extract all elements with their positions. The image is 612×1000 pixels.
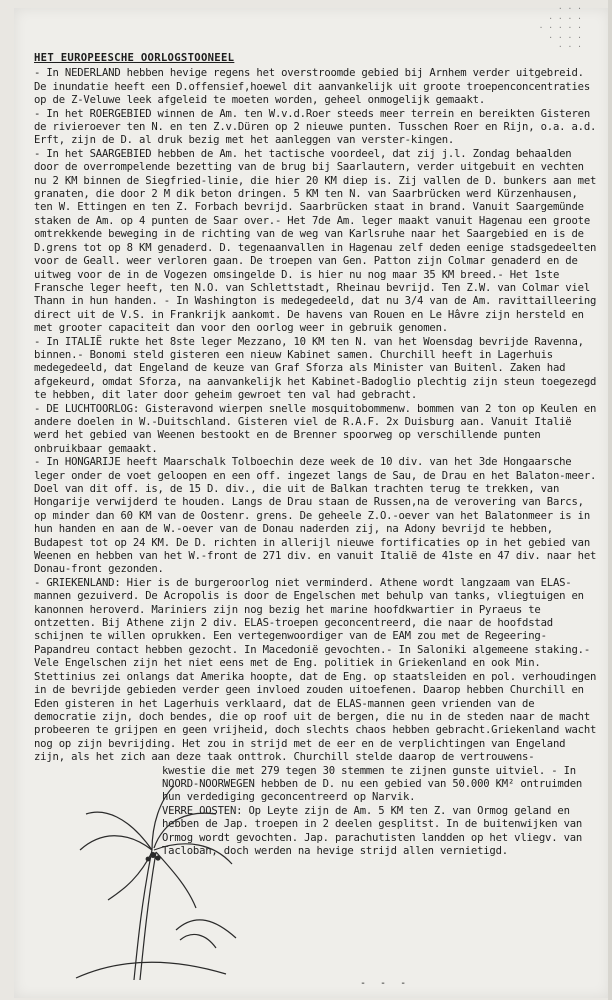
- page-edge: [608, 0, 612, 1000]
- palm-tree-illustration: [56, 780, 246, 990]
- section-heading: HET EUROPEESCHE OORLOGSTOONEEL: [34, 52, 235, 64]
- paragraph-nederland: - In NEDERLAND hebben hevige regens het overstroomde gebied bij Arnhem verder uitgebreid. De inundatie heeft een D.offensief,hoewel dit aanvankelijk uit groote troepenconcentraties op de Z-Veluwe leek afgeleid te moeten worden, geheel onmogelijk gemaakt.: [34, 67, 591, 107]
- paragraph-italie: - In ITALIË rukte het 8ste leger Mezzano, 10 KM ten N. van het Woensdag bevrijde Ravenna, binnen.- Bonomi steld gisteren een nieuw Kabinet samen. Churchill heeft in Lagerhuis medegedeeld, dat Engeland de keuze van Graf Sforza als Minister van Buitenl. Zaken had afgekeurd, omdat Sforza, na aanvankelijk het Kabinet-Badoglio plechtig zijn steun toegezegd te hebben, dit later door geheim gewroet ten val had gebracht.: [34, 335, 597, 402]
- corner-notes: · · · · · · · · · · · · · · · · · · ·: [538, 4, 582, 51]
- paragraph-griekenland: - GRIEKENLAND: Hier is de burgeroorlog niet verminderd. Athene wordt langzaam van ELAS-mannen gezuiverd. De Acropolis is door de Engelschen met behulp van tanks, vliegtuigen en kanonnen heroverd. Mariniers zijn nog bezig het marine hoofdkwartier in Pyraeus te ontzetten. Bij Athene zijn 2 div. ELAS-troepen geconcentreerd, die naar de hoofdstad schijnen te willen oprukken. Een vertegenwoordiger van de EAM zou met de Regeering-Papandreu contact hebben gezocht. In Macedonië gevochten.- In Saloniki algemeene staking.- Vele Engelschen zijn het niet eens met de Eng. politiek in Griekenland en ook Min. Stettinius zei onlangs dat Amerika hoopte, dat de Eng. op staatsleiden en pol. verhoudingen in de bevrijde gebieden verder geen invloed zouden uitoefenen. Daarop hebben Churchill en Eden gisteren in het Lagerhuis verklaard, dat de ELAS-mannen geen vrienden van de democratie zijn, doch bendes, die op roof uit de bergen, die nu in de steden naar de macht probeeren te grijpen en geen vrijheid, doch slechts chaos hebben gebracht.Griekenland wacht nog op zijn bevrijding. Het zou in strijd met de eer en de verplichtingen van Engeland zijn, als het zich aan deze taak onttrok. Churchill stelde daarop de vertrouwens-: [34, 576, 597, 764]
- paragraph-roergebied: - In het ROERGEBIED winnen de Am. ten W.v.d.Roer steeds meer terrein en bereikten Gisteren de rivieroever ten N. en ten Z.v.Düren op 2 nieuwe punten. Tusschen Roer en Rijn, o.a. a.d. Erft, zijn de D. al druk bezig met het aanleggen van verster-kingen.: [34, 107, 597, 147]
- paragraph-saargebied: - In het SAARGEBIED hebben de Am. het tactische voordeel, dat zij j.l. Zondag behaalden door de overrompelende bezetting van de brug bij Saarlautern, verder uitgebuit en vechten nu 2 KM binnen de Siegfried-linie, die hier 20 KM diep is. Zij vallen de D. bunkers aan met granaten, die door 2 M dik beton dringen. 5 KM ten N. van Saarbrücken werd Kürzenhausen, ten W. Ettingen en ten Z. Forbach bevrijd. Saarbrücken staat in brand. Vanuit Saargemünde staken de Am. op 4 punten de Saar over.- Het 7de Am. leger maakt vanuit Hagenau een groote omtrekkende beweging in de richting van de weg van Karlsruhe naar het Saargebied en is de D.grens tot op 8 KM genaderd. D. tegenaanvallen in Hagenau zelf deden eenige stadsgedeelten voor de Geall. weer verloren gaan. De troepen van Gen. Patton zijn Colmar genaderd en de uitweg voor de in de Vogezen omsingelde D. is hier nu nog maar 35 KM breed.- Het 1ste Fransche leger heeft, ten N.O. van Schlettstadt, Rheinau bevrijd. Ten Z.W. van Colmar viel Thann in hun handen. - In Washington is medegedeeld, dat nu 3/4 van de Am. ravittailleering direct uit de V.S. in Frankrijk aankomt. De havens van Rouen en Le Hâvre zijn hersteld en met grooter capaciteit dan voor den oorlog weer in gebruik genomen.: [34, 147, 597, 335]
- paragraph-verre-oosten: VERRE OOSTEN: Op Leyte zijn de Am. 5 KM ten Z. van Ormog geland en hebben de Jap. troepen in 2 deelen gesplitst. In de buitenwijken van Ormog wordt gevochten. Jap. parachutisten landden op het vliegv. van Tacloban, doch werden na hevige strijd allen vernietigd.: [162, 804, 583, 857]
- paragraph-luchtoorlog: - DE LUCHTOORLOG: Gisteravond wierpen snelle mosquitobommenw. bommen van 2 ton op Keulen en andere doelen in W.-Duitschland. Gisteren viel de R.A.F. 2x Duisburg aan. Vanuit Italië werd het gebied van Weenen bestookt en de Brenner spoorweg op verschillende punten onbruikbaar gemaakt.: [34, 402, 597, 455]
- paragraph-noord-noorwegen: kwestie die met 279 tegen 30 stemmen te zijnen gunste uitviel. - In NOORD-NOORWEGEN hebben de D. nu een gebied van 50.000 KM² ontruimden hun verdediging geconcentreerd op Narvik.: [162, 764, 583, 804]
- footer-rule: - - -: [360, 978, 411, 989]
- paragraph-hongarije: - In HONGARIJE heeft Maarschalk Tolboechin deze week de 10 div. van het 3de Hongaarsche leger onder de voet geloopen en een off. ingezet langs de Sau, de Drau en het Balaton-meer. Doel van dit off. is, de 15 D. div., die uit de Balkan trachten terug te trekken, van Hongarije verwijderd te houden. Langs de Drau staan de Russen,na de verovering van Barcs, op minder dan 60 KM van de Oostenr. grens. De geheele Z.O.-oever van het Balatonmeer is in hun handen en aan de W.-oever van de Donau naderden zij, na Adony bevrijd te hebben, Budapest tot op 24 KM. De D. richten in allerijl nieuwe fortificaties op in het gebied van Weenen en hebben van het W.-front de 271 div. en vanuit Italië de 41ste en 47 div. naar het Donau-front gezonden.: [34, 456, 597, 576]
- document-body: [34, 52, 602, 858]
